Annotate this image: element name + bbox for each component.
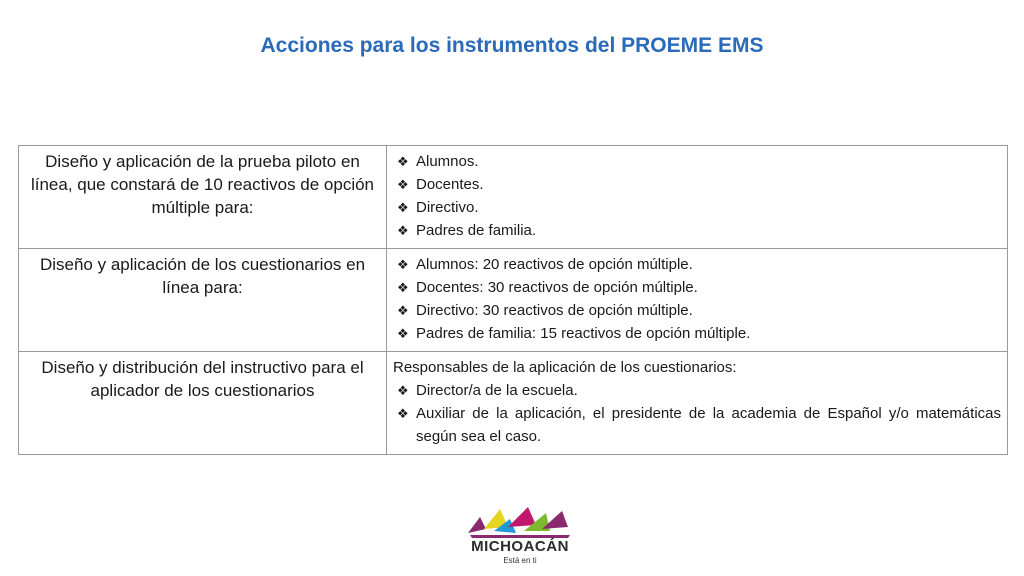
diamond-bullet-icon: ❖ xyxy=(397,177,409,192)
diamond-bullet-icon: ❖ xyxy=(397,406,409,421)
list-item xyxy=(393,219,1001,242)
diamond-bullet-icon: ❖ xyxy=(397,154,409,169)
actions-table xyxy=(18,145,1008,455)
list-item-text: Directivo. xyxy=(416,199,479,216)
details-cell xyxy=(387,352,1008,455)
page-title: Acciones para los instrumentos del PROEME EMS xyxy=(260,34,764,57)
diamond-bullet-icon: ❖ xyxy=(397,303,409,318)
action-cell: Diseño y distribución del instructivo para el aplicador de los cuestionarios xyxy=(19,352,387,455)
action-cell: Diseño y aplicación de los cuestionarios en línea para: xyxy=(19,249,387,352)
table-row xyxy=(19,249,1008,352)
table-row xyxy=(19,352,1008,455)
diamond-bullet-icon: ❖ xyxy=(397,257,409,272)
list-item-text: Padres de familia: 15 reactivos de opción múltiple. xyxy=(416,325,751,342)
logo-shape-purple xyxy=(468,517,486,533)
diamond-bullet-icon: ❖ xyxy=(397,200,409,215)
diamond-bullet-icon: ❖ xyxy=(397,223,409,238)
diamond-bullet-icon: ❖ xyxy=(397,326,409,341)
diamond-bullet-icon: ❖ xyxy=(397,280,409,295)
list-item-text: Padres de familia. xyxy=(416,222,537,239)
list-item xyxy=(393,173,1001,196)
list-item xyxy=(393,322,1001,345)
logo-tagline: Está en ti xyxy=(503,556,537,565)
diamond-bullet-icon: ❖ xyxy=(397,383,409,398)
list-item-text: Alumnos. xyxy=(416,153,479,170)
list-item-text: Alumnos: 20 reactivos de opción múltiple. xyxy=(416,256,693,273)
list-item xyxy=(393,150,1001,173)
details-cell xyxy=(387,146,1008,249)
list-item xyxy=(393,299,1001,322)
list-item xyxy=(393,379,1001,402)
list-item-text: Auxiliar de la aplicación, el presidente de la academia de Español y/o matemáticas según sea el caso. xyxy=(416,405,1001,445)
list-item xyxy=(393,253,1001,276)
list-item xyxy=(393,196,1001,219)
bullet-list xyxy=(393,379,1001,448)
list-item xyxy=(393,402,1001,448)
bullet-list xyxy=(393,150,1001,242)
logo-wordmark: MICHOACÁN xyxy=(471,538,569,555)
details-intro: Responsables de la aplicación de los cuestionarios: xyxy=(393,359,737,376)
logo-shape-magenta xyxy=(508,507,536,527)
list-item-text: Docentes. xyxy=(416,176,484,193)
logo-shapes xyxy=(450,505,590,539)
bullet-list xyxy=(393,253,1001,345)
list-item xyxy=(393,276,1001,299)
table-row xyxy=(19,146,1008,249)
list-item-text: Docentes: 30 reactivos de opción múltiple. xyxy=(416,279,698,296)
michoacan-logo-icon xyxy=(450,505,590,571)
list-item-text: Directivo: 30 reactivos de opción múltiple. xyxy=(416,302,693,319)
list-item-text: Director/a de la escuela. xyxy=(416,382,578,399)
details-cell xyxy=(387,249,1008,352)
action-cell: Diseño y aplicación de la prueba piloto en línea, que constará de 10 reactivos de opción múltiple para: xyxy=(19,146,387,249)
